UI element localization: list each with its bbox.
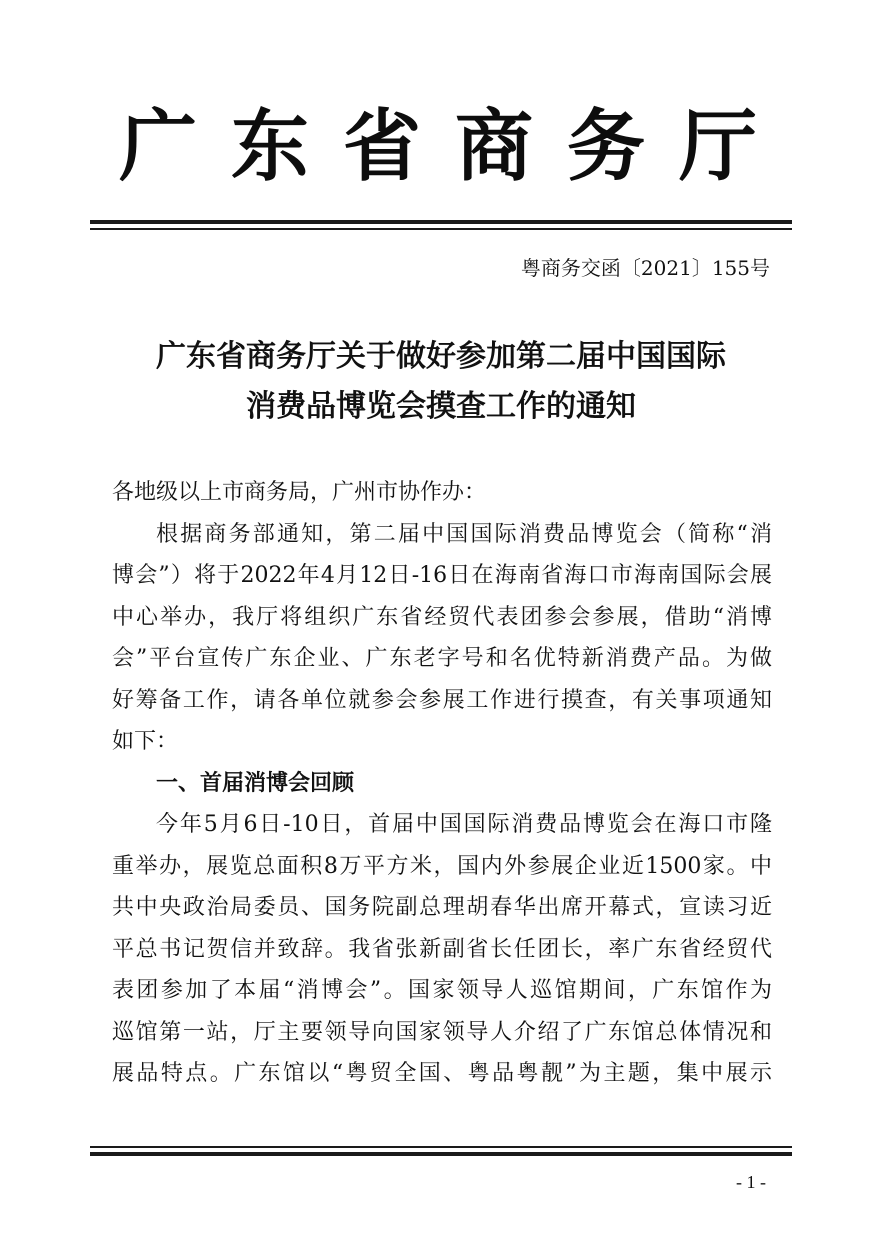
paragraph-1-line: 根据商务部通知，第二届中国国际消费品博览会（简称“消 — [156, 521, 772, 547]
header-rule-thick — [90, 220, 792, 224]
paragraph-2-line: 平总书记贺信并致辞。我省张新副省长任团长，率广东省经贸代 — [112, 936, 772, 962]
title-line-2: 消费品博览会摸查工作的通知 — [246, 389, 636, 424]
header-rule-thin — [90, 228, 792, 230]
issuer-masthead: 广东省商务厅 — [118, 101, 791, 192]
document-number: 粤商务交函〔2021〕155号 — [520, 256, 770, 280]
salutation: 各地级以上市商务局，广州市协作办： — [112, 480, 487, 505]
document-body — [112, 472, 772, 1095]
paragraph-2-line: 今年5月6日-10日，首届中国国际消费品博览会在海口市隆 — [156, 812, 772, 837]
paragraph-1-line: 会”平台宣传广东企业、广东老字号和名优特新消费产品。为做 — [112, 646, 772, 671]
paragraph-2-line: 共中央政治局委员、国务院副总理胡春华出席开幕式，宣读习近 — [112, 895, 772, 920]
document-title — [90, 332, 792, 432]
paragraph-2-line: 展品特点。广东馆以“粤贸全国、粤品粤靓”为主题，集中展示 — [112, 1061, 772, 1086]
paragraph-1-line: 博会”）将于2022年4月12日-16日在海南省海口市海南国际会展 — [112, 563, 772, 588]
page-number: - 1 - — [736, 1172, 766, 1192]
paragraph-2-line: 重举办，展览总面积8万平方米，国内外参展企业近1500家。中 — [112, 853, 772, 879]
paragraph-2-line: 巡馆第一站，厅主要领导向国家领导人介绍了广东馆总体情况和 — [112, 1019, 772, 1045]
paragraph-1-line: 好筹备工作，请各单位就参会参展工作进行摸查，有关事项通知 — [112, 687, 772, 713]
footer-rule-thick — [90, 1152, 792, 1156]
paragraph-2-line: 表团参加了本届“消博会”。国家领导人巡馆期间，广东馆作为 — [112, 978, 772, 1003]
paragraph-1-line: 中心举办，我厅将组织广东省经贸代表团参会参展，借助“消博 — [112, 604, 772, 630]
footer-rule-thin — [90, 1146, 792, 1148]
section-heading: 一、首届消博会回顾 — [156, 770, 355, 796]
title-line-1: 广东省商务厅关于做好参加第二届中国国际 — [156, 339, 726, 374]
paragraph-1-line: 如下： — [112, 729, 179, 754]
